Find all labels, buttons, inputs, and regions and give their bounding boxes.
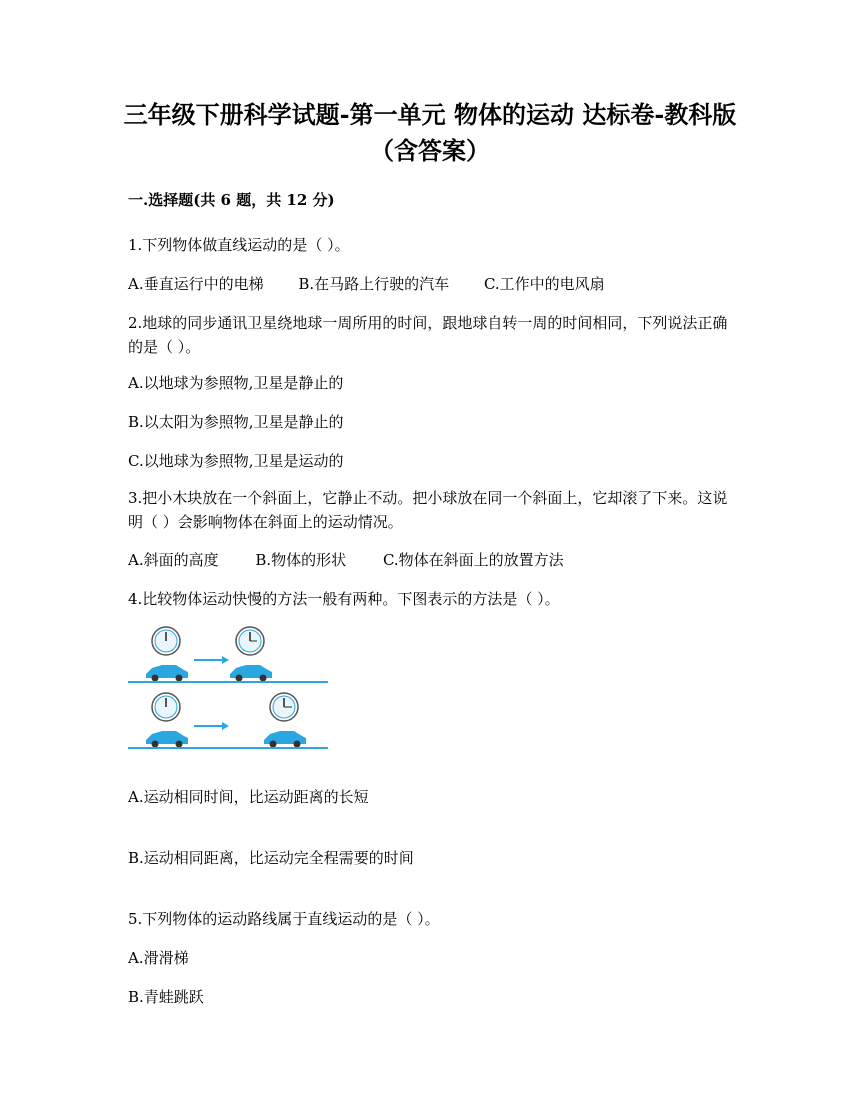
- section-heading: 一.选择题(共 6 题，共 12 分): [128, 191, 335, 209]
- q3-option-a[interactable]: A.斜面的高度: [128, 551, 219, 569]
- clock-icon: [236, 627, 264, 655]
- q4-option-b[interactable]: B.运动相同距离，比运动完全程需要的时间: [128, 849, 414, 867]
- q5-option-a[interactable]: A.滑滑梯: [128, 949, 189, 967]
- arrow-right-icon: [194, 722, 229, 730]
- question-3-stem: 3.把小木块放在一个斜面上，它静止不动。把小球放在同一个斜面上，它却滚了下来。这说明（ ）会影响物体在斜面上的运动情况。: [128, 489, 728, 531]
- question-3-options: [128, 550, 564, 570]
- arrow-right-icon: [194, 656, 229, 664]
- clock-icon: [152, 627, 180, 655]
- q2-option-a[interactable]: A.以地球为参照物,卫星是静止的: [128, 374, 344, 392]
- q4-option-a[interactable]: A.运动相同时间，比运动距离的长短: [128, 788, 369, 806]
- car-icon: [146, 665, 188, 682]
- q5-option-b[interactable]: B.青蛙跳跃: [128, 988, 204, 1006]
- question-1-options: [128, 274, 605, 294]
- car-icon: [146, 731, 188, 748]
- clock-icon: [270, 693, 298, 721]
- car-icon: [264, 731, 306, 748]
- question-5-stem: 5.下列物体的运动路线属于直线运动的是（ ）。: [128, 910, 440, 928]
- q2-option-c[interactable]: C.以地球为参照物,卫星是运动的: [128, 452, 344, 470]
- question-2-stem: 2.地球的同步通讯卫星绕地球一周所用的时间，跟地球自转一周的时间相同，下列说法正确的是（ ）。: [128, 314, 728, 356]
- q2-option-b[interactable]: B.以太阳为参照物,卫星是静止的: [128, 413, 344, 431]
- car-icon: [230, 665, 272, 682]
- speed-comparison-figure: [126, 622, 330, 752]
- page-title: 三年级下册科学试题-第一单元 物体的运动 达标卷-教科版（含答案）: [123, 100, 737, 165]
- q1-option-a[interactable]: A.垂直运行中的电梯: [128, 275, 264, 293]
- question-4-stem: 4.比较物体运动快慢的方法一般有两种。下图表示的方法是（ ）。: [128, 590, 560, 608]
- question-1-stem: 1.下列物体做直线运动的是（ ）。: [128, 236, 350, 254]
- q1-option-b[interactable]: B.在马路上行驶的汽车: [298, 275, 450, 293]
- q1-option-c[interactable]: C.工作中的电风扇: [483, 275, 605, 293]
- clock-icon: [152, 693, 180, 721]
- q3-option-b[interactable]: B.物体的形状: [255, 551, 347, 569]
- q3-option-c[interactable]: C.物体在斜面上的放置方法: [382, 551, 564, 569]
